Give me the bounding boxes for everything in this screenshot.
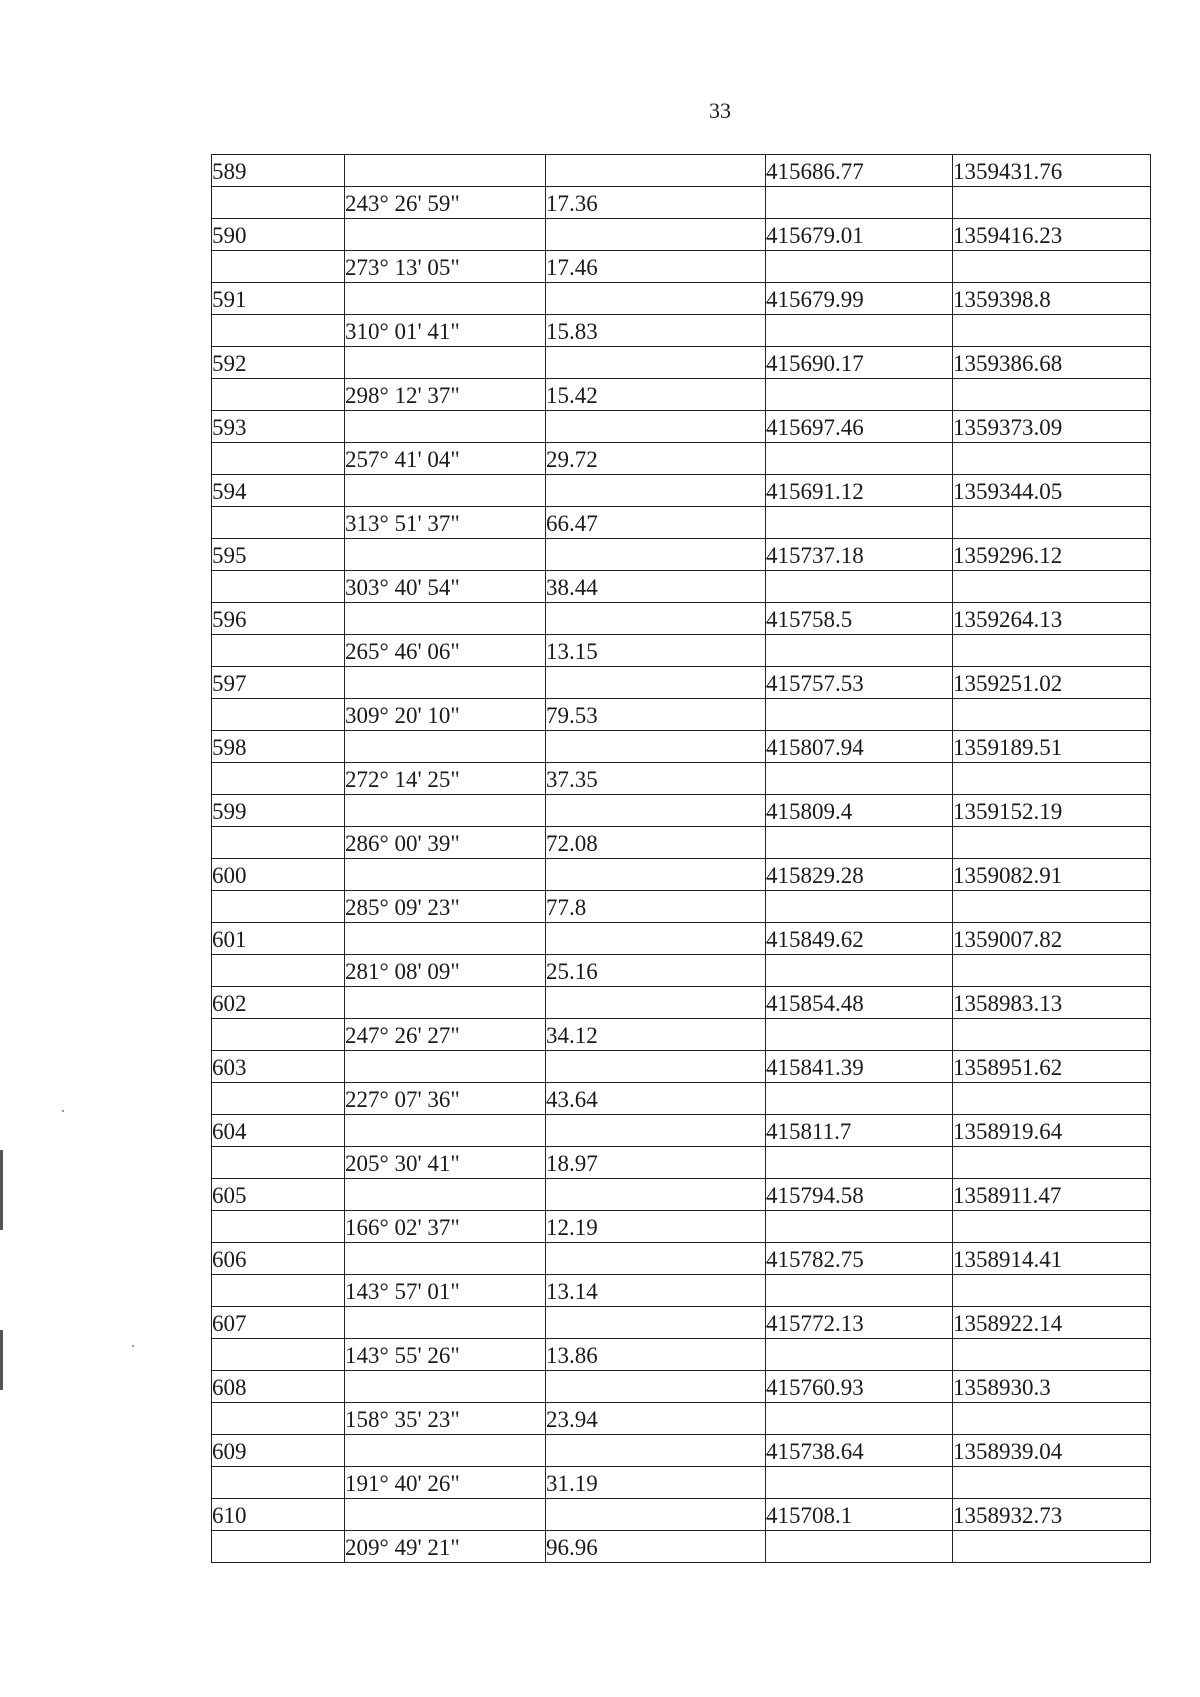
scan-edge-mark: [0, 1150, 3, 1230]
empty-cell: [546, 411, 766, 443]
bearing-cell: 158° 35' 23": [345, 1403, 546, 1435]
northing-cell: 1358932.73: [953, 1499, 1151, 1531]
northing-cell: 1358951.62: [953, 1051, 1151, 1083]
easting-cell: 415841.39: [766, 1051, 953, 1083]
empty-cell: [953, 315, 1151, 347]
point-row: [212, 1435, 1151, 1467]
point-number-cell: 598: [212, 731, 345, 763]
empty-cell: [546, 219, 766, 251]
coordinate-table: [211, 154, 1151, 1563]
segment-row: [212, 1531, 1151, 1563]
bearing-cell: 205° 30' 41": [345, 1147, 546, 1179]
distance-cell: 12.19: [546, 1211, 766, 1243]
bearing-cell: 143° 57' 01": [345, 1275, 546, 1307]
northing-cell: 1359007.82: [953, 923, 1151, 955]
empty-cell: [953, 1019, 1151, 1051]
empty-cell: [212, 379, 345, 411]
empty-cell: [766, 891, 953, 923]
empty-cell: [766, 763, 953, 795]
segment-row: [212, 827, 1151, 859]
empty-cell: [345, 1499, 546, 1531]
segment-row: [212, 1275, 1151, 1307]
point-row: [212, 1179, 1151, 1211]
northing-cell: 1359431.76: [953, 155, 1151, 187]
northing-cell: 1359189.51: [953, 731, 1151, 763]
point-row: [212, 219, 1151, 251]
easting-cell: 415679.01: [766, 219, 953, 251]
empty-cell: [345, 539, 546, 571]
empty-cell: [766, 1147, 953, 1179]
easting-cell: 415737.18: [766, 539, 953, 571]
point-number-cell: 605: [212, 1179, 345, 1211]
empty-cell: [212, 1531, 345, 1563]
empty-cell: [766, 635, 953, 667]
empty-cell: [345, 795, 546, 827]
empty-cell: [953, 507, 1151, 539]
northing-cell: 1358930.3: [953, 1371, 1151, 1403]
bearing-cell: 298° 12' 37": [345, 379, 546, 411]
scan-edge-mark: [0, 1330, 3, 1390]
point-number-cell: 602: [212, 987, 345, 1019]
distance-cell: 34.12: [546, 1019, 766, 1051]
segment-row: [212, 891, 1151, 923]
northing-cell: 1358911.47: [953, 1179, 1151, 1211]
empty-cell: [212, 571, 345, 603]
empty-cell: [345, 667, 546, 699]
segment-row: [212, 187, 1151, 219]
empty-cell: [766, 1467, 953, 1499]
empty-cell: [953, 1531, 1151, 1563]
empty-cell: [345, 987, 546, 1019]
bearing-cell: 257° 41' 04": [345, 443, 546, 475]
empty-cell: [212, 1275, 345, 1307]
point-number-cell: 597: [212, 667, 345, 699]
empty-cell: [766, 1275, 953, 1307]
distance-cell: 17.36: [546, 187, 766, 219]
easting-cell: 415794.58: [766, 1179, 953, 1211]
empty-cell: [546, 347, 766, 379]
segment-row: [212, 763, 1151, 795]
segment-row: [212, 571, 1151, 603]
page-number: 33: [709, 98, 731, 123]
northing-cell: 1358914.41: [953, 1243, 1151, 1275]
empty-cell: [766, 699, 953, 731]
empty-cell: [345, 1243, 546, 1275]
point-number-cell: 592: [212, 347, 345, 379]
point-row: [212, 411, 1151, 443]
bearing-cell: 303° 40' 54": [345, 571, 546, 603]
empty-cell: [212, 1211, 345, 1243]
empty-cell: [546, 1051, 766, 1083]
bearing-cell: 286° 00' 39": [345, 827, 546, 859]
northing-cell: 1359152.19: [953, 795, 1151, 827]
northing-cell: 1358983.13: [953, 987, 1151, 1019]
bearing-cell: 143° 55' 26": [345, 1339, 546, 1371]
empty-cell: [546, 1371, 766, 1403]
easting-cell: 415854.48: [766, 987, 953, 1019]
empty-cell: [953, 1083, 1151, 1115]
point-row: [212, 667, 1151, 699]
easting-cell: 415679.99: [766, 283, 953, 315]
northing-cell: 1359082.91: [953, 859, 1151, 891]
empty-cell: [546, 859, 766, 891]
easting-cell: 415686.77: [766, 155, 953, 187]
empty-cell: [953, 187, 1151, 219]
point-row: [212, 1499, 1151, 1531]
northing-cell: 1358922.14: [953, 1307, 1151, 1339]
empty-cell: [212, 827, 345, 859]
empty-cell: [766, 1019, 953, 1051]
easting-cell: 415691.12: [766, 475, 953, 507]
distance-cell: 43.64: [546, 1083, 766, 1115]
easting-cell: 415809.4: [766, 795, 953, 827]
bearing-cell: 243° 26' 59": [345, 187, 546, 219]
point-number-cell: 599: [212, 795, 345, 827]
empty-cell: [546, 731, 766, 763]
easting-cell: 415760.93: [766, 1371, 953, 1403]
empty-cell: [212, 1403, 345, 1435]
easting-cell: 415758.5: [766, 603, 953, 635]
easting-cell: 415690.17: [766, 347, 953, 379]
empty-cell: [345, 219, 546, 251]
point-row: [212, 795, 1151, 827]
point-number-cell: 606: [212, 1243, 345, 1275]
bearing-cell: 310° 01' 41": [345, 315, 546, 347]
distance-cell: 25.16: [546, 955, 766, 987]
easting-cell: 415708.1: [766, 1499, 953, 1531]
easting-cell: 415807.94: [766, 731, 953, 763]
empty-cell: [345, 859, 546, 891]
scan-speck: [62, 1110, 64, 1112]
point-number-cell: 593: [212, 411, 345, 443]
distance-cell: 13.15: [546, 635, 766, 667]
point-number-cell: 601: [212, 923, 345, 955]
empty-cell: [953, 827, 1151, 859]
point-row: [212, 283, 1151, 315]
segment-row: [212, 1083, 1151, 1115]
easting-cell: 415782.75: [766, 1243, 953, 1275]
distance-cell: 13.14: [546, 1275, 766, 1307]
distance-cell: 79.53: [546, 699, 766, 731]
empty-cell: [546, 1499, 766, 1531]
empty-cell: [953, 955, 1151, 987]
bearing-cell: 309° 20' 10": [345, 699, 546, 731]
easting-cell: 415757.53: [766, 667, 953, 699]
empty-cell: [212, 1083, 345, 1115]
northing-cell: 1359344.05: [953, 475, 1151, 507]
point-number-cell: 600: [212, 859, 345, 891]
empty-cell: [345, 475, 546, 507]
bearing-cell: 272° 14' 25": [345, 763, 546, 795]
empty-cell: [212, 1339, 345, 1371]
empty-cell: [345, 1115, 546, 1147]
distance-cell: 17.46: [546, 251, 766, 283]
segment-row: [212, 1147, 1151, 1179]
empty-cell: [953, 763, 1151, 795]
distance-cell: 38.44: [546, 571, 766, 603]
empty-cell: [546, 539, 766, 571]
empty-cell: [345, 1179, 546, 1211]
distance-cell: 72.08: [546, 827, 766, 859]
northing-cell: 1359416.23: [953, 219, 1151, 251]
point-row: [212, 155, 1151, 187]
northing-cell: 1359386.68: [953, 347, 1151, 379]
easting-cell: 415829.28: [766, 859, 953, 891]
distance-cell: 77.8: [546, 891, 766, 923]
empty-cell: [546, 1243, 766, 1275]
empty-cell: [766, 1403, 953, 1435]
empty-cell: [766, 827, 953, 859]
empty-cell: [766, 379, 953, 411]
easting-cell: 415697.46: [766, 411, 953, 443]
segment-row: [212, 635, 1151, 667]
empty-cell: [766, 187, 953, 219]
point-number-cell: 607: [212, 1307, 345, 1339]
point-row: [212, 859, 1151, 891]
empty-cell: [766, 251, 953, 283]
bearing-cell: 247° 26' 27": [345, 1019, 546, 1051]
empty-cell: [546, 987, 766, 1019]
bearing-cell: 313° 51' 37": [345, 507, 546, 539]
bearing-cell: 209° 49' 21": [345, 1531, 546, 1563]
empty-cell: [546, 1179, 766, 1211]
point-row: [212, 347, 1151, 379]
point-number-cell: 610: [212, 1499, 345, 1531]
distance-cell: 37.35: [546, 763, 766, 795]
easting-cell: 415738.64: [766, 1435, 953, 1467]
segment-row: [212, 955, 1151, 987]
point-number-cell: 596: [212, 603, 345, 635]
segment-row: [212, 315, 1151, 347]
empty-cell: [212, 1147, 345, 1179]
distance-cell: 23.94: [546, 1403, 766, 1435]
empty-cell: [212, 507, 345, 539]
empty-cell: [345, 283, 546, 315]
empty-cell: [546, 1435, 766, 1467]
point-number-cell: 608: [212, 1371, 345, 1403]
distance-cell: 15.42: [546, 379, 766, 411]
empty-cell: [766, 955, 953, 987]
empty-cell: [546, 667, 766, 699]
empty-cell: [212, 443, 345, 475]
point-row: [212, 475, 1151, 507]
point-number-cell: 595: [212, 539, 345, 571]
empty-cell: [212, 891, 345, 923]
northing-cell: 1359398.8: [953, 283, 1151, 315]
distance-cell: 31.19: [546, 1467, 766, 1499]
empty-cell: [345, 155, 546, 187]
empty-cell: [953, 1339, 1151, 1371]
table-body: [212, 155, 1151, 1563]
empty-cell: [345, 347, 546, 379]
bearing-cell: 191° 40' 26": [345, 1467, 546, 1499]
point-number-cell: 594: [212, 475, 345, 507]
segment-row: [212, 1339, 1151, 1371]
empty-cell: [953, 251, 1151, 283]
empty-cell: [345, 1435, 546, 1467]
point-number-cell: 591: [212, 283, 345, 315]
point-number-cell: 589: [212, 155, 345, 187]
empty-cell: [766, 571, 953, 603]
segment-row: [212, 1211, 1151, 1243]
empty-cell: [212, 187, 345, 219]
easting-cell: 415849.62: [766, 923, 953, 955]
empty-cell: [953, 891, 1151, 923]
distance-cell: 66.47: [546, 507, 766, 539]
empty-cell: [766, 1083, 953, 1115]
distance-cell: 96.96: [546, 1531, 766, 1563]
point-row: [212, 1371, 1151, 1403]
northing-cell: 1359264.13: [953, 603, 1151, 635]
empty-cell: [212, 1467, 345, 1499]
segment-row: [212, 443, 1151, 475]
empty-cell: [212, 1019, 345, 1051]
empty-cell: [345, 1051, 546, 1083]
bearing-cell: 273° 13' 05": [345, 251, 546, 283]
empty-cell: [546, 603, 766, 635]
empty-cell: [953, 1403, 1151, 1435]
point-row: [212, 731, 1151, 763]
bearing-cell: 285° 09' 23": [345, 891, 546, 923]
empty-cell: [953, 1211, 1151, 1243]
empty-cell: [345, 603, 546, 635]
empty-cell: [546, 155, 766, 187]
point-row: [212, 539, 1151, 571]
point-row: [212, 923, 1151, 955]
point-number-cell: 609: [212, 1435, 345, 1467]
empty-cell: [546, 1307, 766, 1339]
empty-cell: [546, 923, 766, 955]
scan-speck: [132, 1345, 134, 1347]
empty-cell: [953, 443, 1151, 475]
empty-cell: [546, 475, 766, 507]
distance-cell: 15.83: [546, 315, 766, 347]
empty-cell: [212, 251, 345, 283]
empty-cell: [953, 635, 1151, 667]
empty-cell: [766, 1339, 953, 1371]
northing-cell: 1359373.09: [953, 411, 1151, 443]
northing-cell: 1359296.12: [953, 539, 1151, 571]
point-row: [212, 1051, 1151, 1083]
empty-cell: [766, 1531, 953, 1563]
empty-cell: [953, 571, 1151, 603]
distance-cell: 29.72: [546, 443, 766, 475]
empty-cell: [212, 955, 345, 987]
point-number-cell: 590: [212, 219, 345, 251]
distance-cell: 13.86: [546, 1339, 766, 1371]
empty-cell: [953, 699, 1151, 731]
segment-row: [212, 507, 1151, 539]
point-row: [212, 1307, 1151, 1339]
bearing-cell: 227° 07' 36": [345, 1083, 546, 1115]
northing-cell: 1359251.02: [953, 667, 1151, 699]
segment-row: [212, 251, 1151, 283]
empty-cell: [546, 283, 766, 315]
empty-cell: [953, 1467, 1151, 1499]
segment-row: [212, 1403, 1151, 1435]
easting-cell: 415772.13: [766, 1307, 953, 1339]
empty-cell: [766, 315, 953, 347]
point-number-cell: 603: [212, 1051, 345, 1083]
empty-cell: [546, 795, 766, 827]
coordinate-table-container: [211, 154, 1150, 1563]
northing-cell: 1358919.64: [953, 1115, 1151, 1147]
point-row: [212, 987, 1151, 1019]
empty-cell: [212, 315, 345, 347]
bearing-cell: 281° 08' 09": [345, 955, 546, 987]
point-row: [212, 1115, 1151, 1147]
empty-cell: [953, 1147, 1151, 1179]
point-row: [212, 603, 1151, 635]
point-row: [212, 1243, 1151, 1275]
empty-cell: [766, 1211, 953, 1243]
empty-cell: [345, 923, 546, 955]
empty-cell: [546, 1115, 766, 1147]
point-number-cell: 604: [212, 1115, 345, 1147]
empty-cell: [212, 699, 345, 731]
empty-cell: [766, 507, 953, 539]
empty-cell: [766, 443, 953, 475]
empty-cell: [345, 731, 546, 763]
empty-cell: [345, 1371, 546, 1403]
segment-row: [212, 379, 1151, 411]
distance-cell: 18.97: [546, 1147, 766, 1179]
segment-row: [212, 1019, 1151, 1051]
empty-cell: [953, 379, 1151, 411]
empty-cell: [345, 1307, 546, 1339]
segment-row: [212, 699, 1151, 731]
segment-row: [212, 1467, 1151, 1499]
bearing-cell: 166° 02' 37": [345, 1211, 546, 1243]
empty-cell: [345, 411, 546, 443]
northing-cell: 1358939.04: [953, 1435, 1151, 1467]
empty-cell: [953, 1275, 1151, 1307]
empty-cell: [212, 635, 345, 667]
empty-cell: [212, 763, 345, 795]
bearing-cell: 265° 46' 06": [345, 635, 546, 667]
easting-cell: 415811.7: [766, 1115, 953, 1147]
